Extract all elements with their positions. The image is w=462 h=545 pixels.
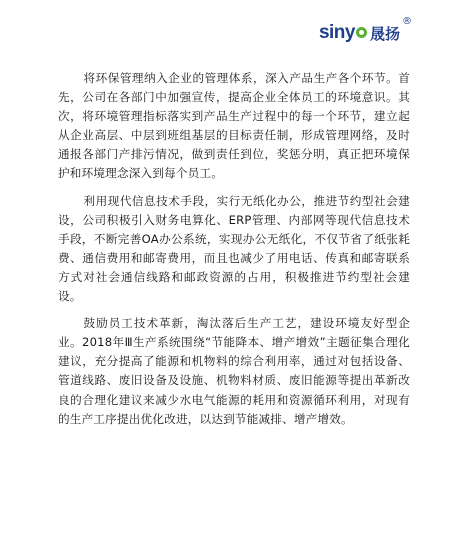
document-body [58,69,410,437]
logo-o-ring-icon [356,27,367,38]
logo-chinese-name: 晟扬 [369,24,400,43]
paragraph-technical-innovation: 鼓励员工技术革新，淘汰落后生产工艺，建设环境友好型企业。2018年Ⅲ生产系统围绕“节能降本、增产增效”主题征集合理化建议，充分提高了能源和机物料的综合利用率，通过对包括设备、管道线路、废旧设备及设施、机物料材质、废旧能源等提出革新改良的合理化建议来减少水电气能源的耗用和资源循环利用，对现有的生产工序提出优化改进，以达到节能减排、增产增效。 [58,316,410,426]
registered-mark: ® [402,16,412,27]
paragraph-environmental-management: 将环保管理纳入企业的管理体系，深入产品生产各个环节。首先，公司在各部门中加强宣传，提高企业全体员工的环境意识。其次，将环境管理指标落实到产品生产过程中的每一个环节，建立起从企业高层、中层到班组基层的目标责任制，形成管理网络，及时通报各部门产排污情况，做到责任到位，奖惩分明，真正把环境保护和环境理念深入到每个员工。 [58,71,410,181]
logo-wordmark: siny [319,22,368,44]
company-logo [318,16,412,44]
paragraph-paperless-office: 利用现代信息技术手段，实行无纸化办公，推进节约型社会建设，公司积极引入财务电算化、ERP管理、内部网等现代信息技术手段，不断完善OA办公系统，实现办公无纸化，不仅节省了纸张耗费、通信费用和邮寄费用，而且也减少了用电话、传真和邮寄联系方式对社会通信线路和邮政资源的占用，积极推进节约型社会建设。 [58,193,410,304]
